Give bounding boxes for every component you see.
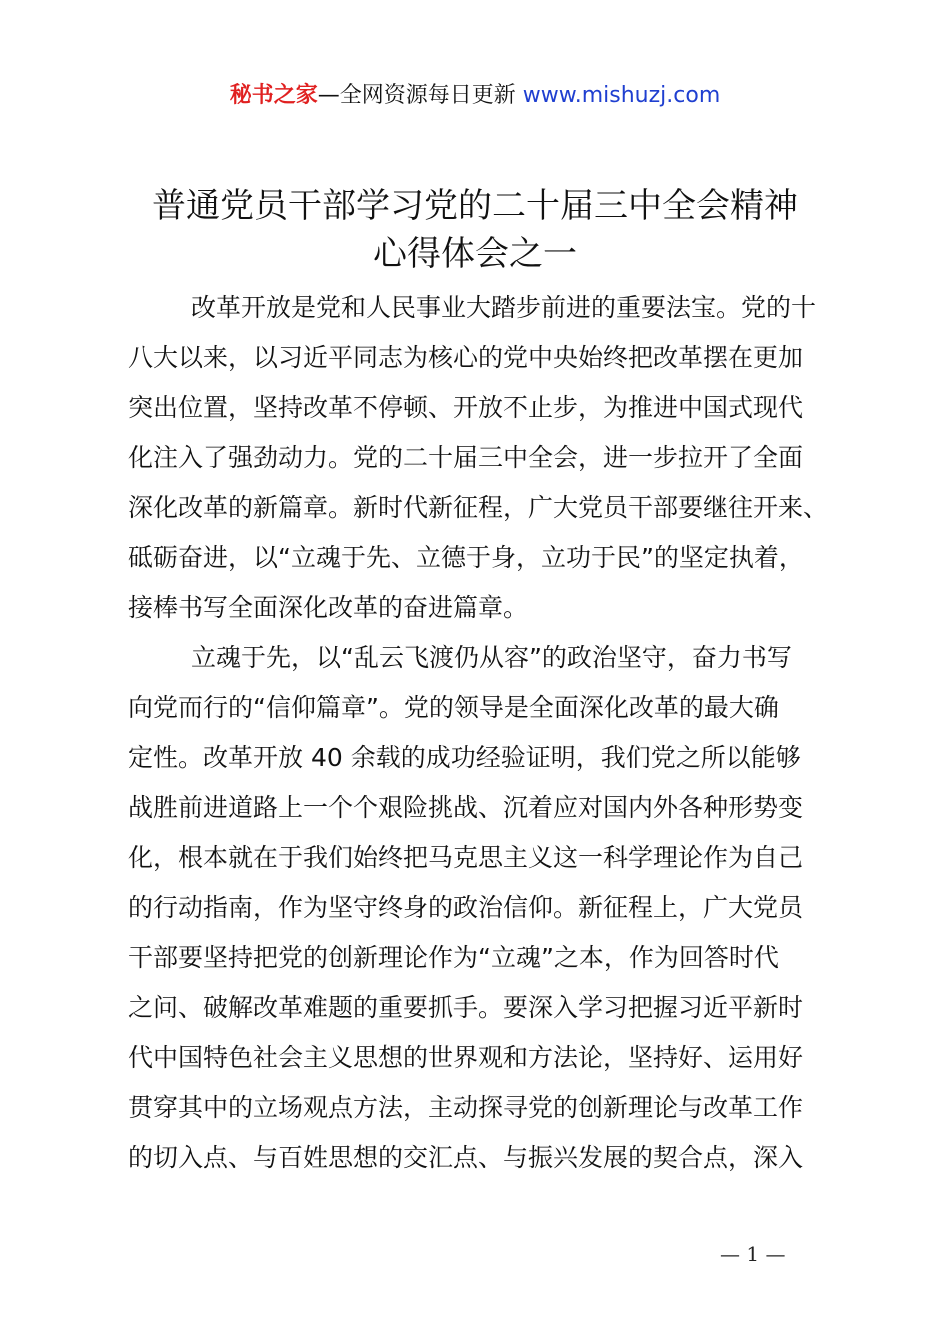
paragraph-line: 的行动指南，作为坚守终身的政治信仰。新征程上，广大党员: [128, 893, 804, 922]
paragraph-line: 化，根本就在于我们始终把马克思主义这一科学理论作为自己: [128, 843, 804, 872]
document-title: [0, 182, 950, 278]
paragraph-line: 定性。改革开放 40 余载的成功经验证明，我们党之所以能够: [128, 743, 801, 772]
paragraph-line: 改革开放是党和人民事业大踏步前进的重要法宝。党的十: [191, 293, 817, 322]
paragraph-line: 接棒书写全面深化改革的奋进篇章。: [128, 593, 529, 622]
paragraph-line: 之问、破解改革难题的重要抓手。要深入学习把握习近平新时: [128, 993, 804, 1022]
site-header: [0, 80, 950, 112]
site-brand: 秘书之家: [229, 83, 318, 108]
paragraph-line: 立魂于先，以“乱云飞渡仍从容”的政治坚守，奋力书写: [191, 643, 792, 672]
paragraph-line: 化注入了强劲动力。党的二十届三中全会，进一步拉开了全面: [128, 443, 804, 472]
paragraph-line: 深化改革的新篇章。新时代新征程，广大党员干部要继往开来、: [128, 493, 829, 522]
paragraph-line: 代中国特色社会主义思想的世界观和方法论，坚持好、运用好: [128, 1043, 804, 1072]
paragraph-line: 贯穿其中的立场观点方法，主动探寻党的创新理论与改革工作: [128, 1093, 804, 1122]
paragraph-line: 八大以来，以习近平同志为核心的党中央始终把改革摆在更加: [128, 343, 804, 372]
paragraph-line: 砥砺奋进，以“立魂于先、立德于身，立功于民”的坚定执着，: [128, 543, 804, 572]
paragraph-line: 的切入点、与百姓思想的交汇点、与振兴发展的契合点，深入: [128, 1143, 804, 1172]
site-tagline: —全网资源每日更新: [317, 83, 516, 108]
paragraph-1: [128, 283, 840, 633]
title-line-2: 心得体会之一: [373, 234, 577, 274]
site-url[interactable]: www.mishuzj.com: [522, 83, 721, 108]
paragraph-line: 突出位置，坚持改革不停顿、开放不止步，为推进中国式现代: [128, 393, 804, 422]
paragraph-line: 向党而行的“信仰篇章”。党的领导是全面深化改革的最大确: [128, 693, 779, 722]
page-number: — 1 —: [720, 1242, 786, 1266]
document-body: [128, 283, 840, 1183]
paragraph-2: [128, 633, 840, 1183]
title-line-1: 普通党员干部学习党的二十届三中全会精神: [152, 186, 798, 226]
paragraph-line: 干部要坚持把党的创新理论作为“立魂”之本，作为回答时代: [128, 943, 779, 972]
paragraph-line: 战胜前进道路上一个个艰险挑战、沉着应对国内外各种形势变: [128, 793, 804, 822]
